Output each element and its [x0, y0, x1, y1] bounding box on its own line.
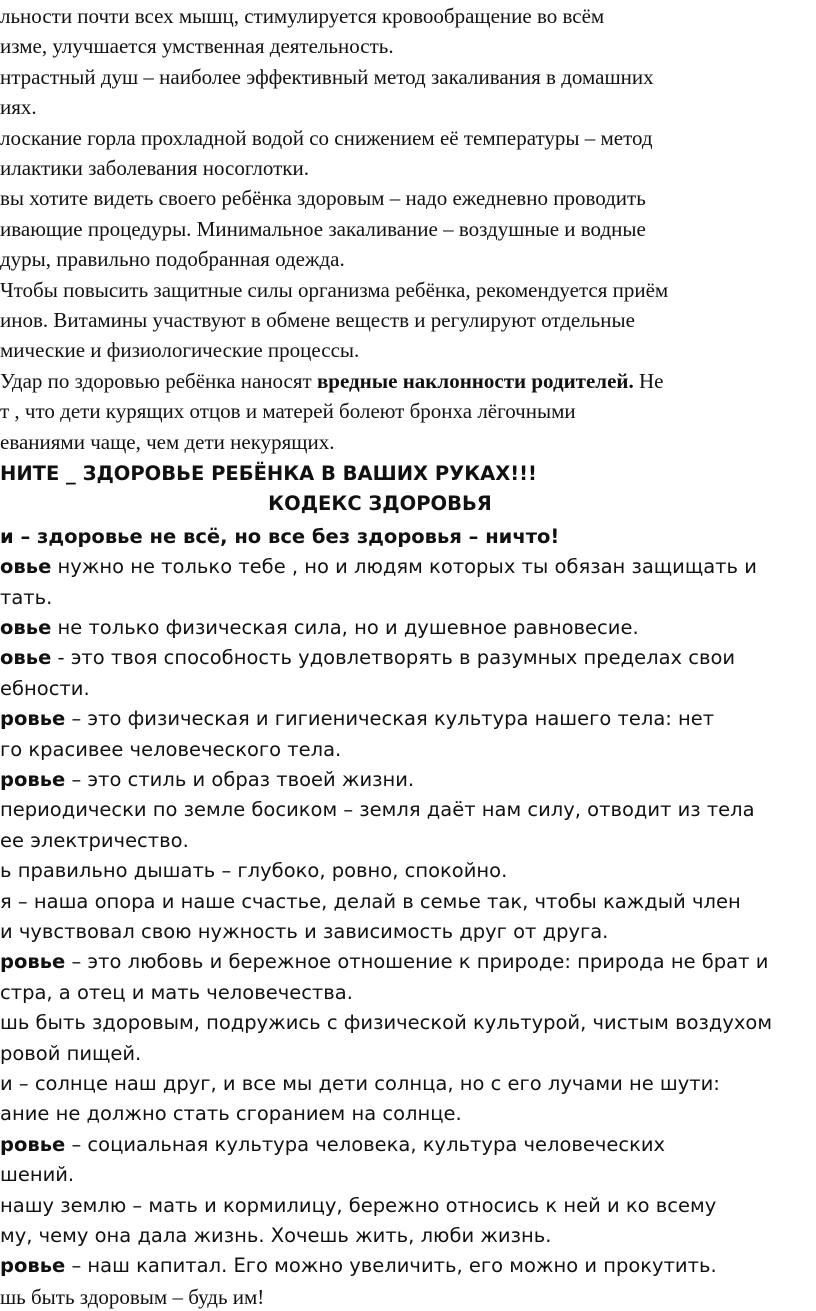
warning-heading-text: НИТЕ _ ЗДОРОВЬЕ РЕБЁНКА В ВАШИХ РУКАХ!!! [0, 462, 537, 485]
paragraph-line [0, 2, 604, 30]
line-text: иях. [0, 95, 37, 120]
closing-line [0, 1283, 264, 1311]
paragraph-line [0, 276, 668, 304]
code-line [0, 948, 768, 976]
paragraph-line [0, 245, 345, 273]
code-text: ее электричество. [0, 828, 189, 852]
line-text: еваниями чаще, чем дети некурящих. [0, 429, 335, 454]
code-line [0, 644, 735, 672]
code-text: шь быть здоровым, подружись с физической культурой, чистым воздухом [0, 1011, 773, 1035]
code-title-text: КОДЕКС ЗДОРОВЬЯ [268, 492, 492, 516]
code-keyword: овье [0, 646, 52, 670]
paragraph-line [0, 124, 653, 152]
code-text: я – наша опора и наше счастье, делай в семье так, чтобы каждый член [0, 889, 741, 913]
code-text: му, чему она дала жизнь. Хочешь жить, люби жизнь. [0, 1224, 552, 1247]
code-keyword: ровье [0, 768, 66, 791]
line-text: т , что дети курящих отцов и матерей болеют бронха лёгочными [0, 399, 576, 424]
code-text: и чувствовал свою нужность и зависимость друг от друга. [0, 920, 609, 943]
code-text: ебности. [0, 676, 90, 700]
code-line [0, 1161, 74, 1189]
code-text: ровой пищей. [0, 1041, 142, 1065]
line-text: изме, улучшается умственная деятельность. [0, 34, 394, 59]
code-line [0, 675, 90, 703]
code-line [0, 979, 353, 1007]
code-line [0, 1009, 772, 1037]
paragraph-line [0, 32, 394, 60]
line-text: нтрастный душ – наиболее эффективный метод закаливания в домашних [0, 64, 654, 89]
line-text: инов. Витамины участвуют в обмене веществ и регулируют отдельные [0, 308, 635, 332]
code-line [0, 1252, 717, 1280]
code-text: периодически по земле босиком – земля даёт нам силу, отводит из тела [0, 798, 755, 822]
line-text: Не [633, 368, 664, 393]
code-text: – это физическая и гигиеническая культура нашего тела: нет [65, 707, 715, 731]
warning-heading [0, 460, 537, 488]
line-text: ивающие процедуры. Минимальное закаливание – воздушные и водные [0, 216, 646, 241]
code-text: – это любовь и бережное отношение к природе: природа не брат и [65, 950, 769, 974]
code-keyword: овье [0, 616, 52, 639]
code-line [0, 705, 714, 733]
code-line [0, 1100, 462, 1128]
line-text: льности почти всех мышц, стимулируется кровообращение во всём [0, 4, 605, 28]
code-text: – социальная культура человека, культура человеческих [65, 1132, 666, 1156]
closing-text: шь быть здоровым – будь им! [0, 1284, 265, 1309]
code-text: - это твоя способность удовлетворять в разумных пределах свои [51, 646, 736, 670]
paragraph-line [0, 63, 654, 91]
code-text: ь правильно дышать – глубоко, ровно, спокойно. [0, 859, 508, 883]
code-line [0, 1040, 141, 1068]
code-line [0, 888, 741, 916]
code-line [0, 614, 639, 642]
code-text: – наш капитал. Его можно увеличить, его можно и прокутить. [65, 1254, 717, 1278]
code-line [0, 827, 189, 855]
paragraph-line [0, 154, 309, 182]
code-keyword: ровье [0, 950, 66, 974]
code-line [0, 1222, 551, 1250]
code-title [0, 490, 760, 518]
code-line [0, 584, 52, 612]
line-text: Удар по здоровью ребёнка наносят [0, 368, 317, 393]
paragraph-line [0, 184, 646, 212]
code-line [0, 553, 757, 581]
code-text: не только физическая сила, но и душевное равновесие. [51, 616, 639, 639]
line-text: илактики заболевания носоглотки. [0, 156, 309, 180]
code-keyword: ровье [0, 1132, 66, 1156]
paragraph-line [0, 397, 576, 425]
code-text: – это стиль и образ твоей жизни. [65, 768, 415, 791]
code-text: нашу землю – мать и кормилицу, бережно относись к ней и ко всему [0, 1193, 717, 1217]
code-text: шений. [0, 1163, 75, 1187]
code-keyword: овье [0, 555, 52, 579]
paragraph-line [0, 428, 334, 456]
paragraph-line [0, 215, 646, 243]
code-line [0, 1192, 716, 1220]
code-line [0, 736, 341, 764]
code-keyword: ровье [0, 1254, 66, 1278]
code-text: и – солнце наш друг, и все мы дети солнца, но с его лучами не шути: [0, 1072, 720, 1095]
paragraph-line [0, 367, 664, 395]
code-line [0, 1070, 720, 1098]
code-line [0, 523, 559, 551]
line-text: дуры, правильно подобранная одежда. [0, 247, 345, 272]
code-text: тать. [0, 585, 53, 609]
paragraph-line [0, 336, 359, 364]
emphasis-text: вредные наклонности родителей. [316, 368, 634, 393]
code-keyword: и – здоровье не всё, но все без здоровья – ничто! [0, 524, 560, 548]
line-text: мические и физиологические процессы. [0, 338, 360, 363]
line-text: Чтобы повысить защитные силы организма ребёнка, рекомендуется приём [0, 277, 669, 302]
code-line [0, 918, 608, 946]
line-text: лоскание горла прохладной водой со снижением её температуры – метод [0, 125, 653, 150]
code-line [0, 857, 507, 885]
code-line [0, 1131, 665, 1159]
paragraph-line [0, 93, 37, 121]
code-line [0, 766, 414, 794]
code-line [0, 796, 755, 824]
code-keyword: ровье [0, 707, 66, 731]
code-text: ание не должно стать сгоранием на солнце. [0, 1102, 462, 1126]
code-text: стра, а отец и мать человечества. [0, 980, 353, 1004]
line-text: вы хотите видеть своего ребёнка здоровым – надо ежедневно проводить [0, 186, 646, 211]
paragraph-line [0, 306, 635, 334]
code-text: нужно не только тебе , но и людям которых ты обязан защищать и [51, 555, 757, 579]
code-text: го красивее человеческого тела. [0, 737, 342, 761]
